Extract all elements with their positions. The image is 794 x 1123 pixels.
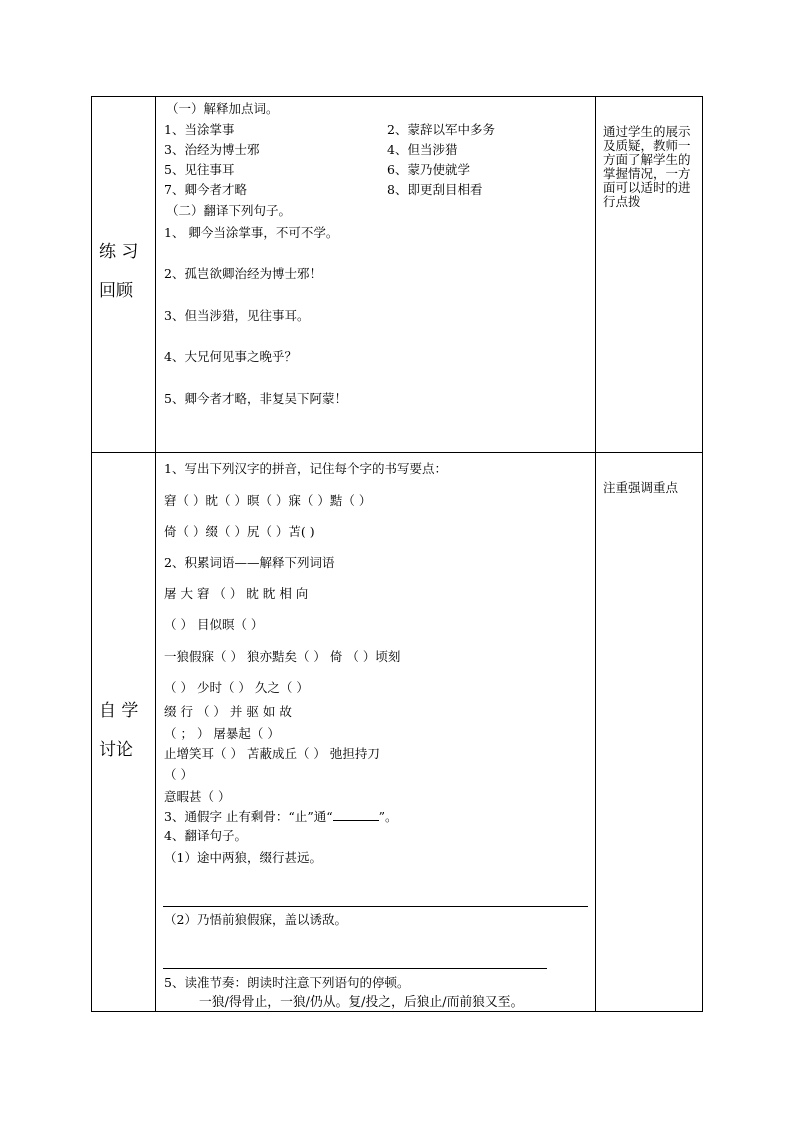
translate-sentence-1: （1）途中两狼，缀行甚远。 (164, 850, 322, 865)
pinyin-row-2: 倚（ ）缀（ ）尻（ ）苫( ) (164, 524, 315, 539)
sentence-1: 1、 卿今当涂掌事，不可不学。 (164, 225, 339, 240)
row-divider (92, 452, 702, 453)
word-item-8: 8、即更刮目相看 (387, 182, 483, 197)
word-item-4: 4、但当涉猎 (387, 142, 458, 157)
word-item-6: 6、蒙乃使就学 (387, 162, 470, 177)
rhythm-sentence: 一狼/得骨止，一狼/仍从。复/投之，后狼止/而前狼又至。 (199, 995, 524, 1010)
vocab-line-4: （ ） 少时（ ） 久之（ ） (164, 680, 309, 695)
row2-teacher-note: 注重强调重点 (603, 480, 679, 495)
vocab-line-2: （ ） 目似暝（ ） (164, 617, 264, 632)
pinyin-row-1: 窘（ ）眈（ ）暝（ ）寐（ ）黠（ ） (164, 493, 372, 508)
vocab-line-9: 意暇甚（ ） (164, 789, 231, 804)
row1-teacher-note: 通过学生的展示及质疑，教师一方面了解学生的掌握情况，一方面可以适时的进行点拨 (603, 124, 691, 209)
vocab-line-8: （ ） (164, 767, 193, 782)
vocab-line-5: 缀 行 （ ） 并 驱 如 故 (164, 704, 292, 719)
sentence-5: 5、卿今者才略，非复吴下阿蒙！ (164, 391, 347, 406)
vocab-line-3: 一狼假寐（ ） 狼亦黠矣（ ） 倚 （ ）顷刻 (164, 649, 401, 664)
task5-heading: 5、读准节奏：朗读时注意下列语句的停顿。 (164, 975, 410, 990)
section2-heading: （二）翻译下列句子。 (166, 203, 292, 218)
answer-line-2[interactable] (163, 968, 547, 969)
sentence-4: 4、大兄何见事之晚乎？ (164, 349, 297, 364)
vocab-line-7: 止增笑耳（ ） 苫蔽成丘（ ） 弛担持刀 (164, 746, 380, 761)
vocab-line-6: （ ； ） 屠暴起（ ） (164, 726, 280, 741)
row2-label-line2: 讨论 (99, 740, 133, 760)
sentence-2: 2、孤岂欲卿治经为博士邪！ (164, 266, 322, 281)
word-item-3: 3、治经为博士邪 (164, 142, 260, 157)
answer-blank[interactable] (333, 809, 379, 821)
word-item-5: 5、见往事耳 (164, 162, 235, 177)
task2-heading: 2、积累词语——解释下列词语 (164, 555, 335, 570)
section1-heading: （一）解释加点词。 (166, 101, 279, 116)
answer-line-1[interactable] (163, 906, 588, 907)
sentence-3: 3、但当涉猎，见往事耳。 (164, 308, 310, 323)
row1-label-line1: 练 习 (99, 242, 139, 262)
vocab-line-1: 屠 大 窘 （ ） 眈 眈 相 向 (164, 586, 309, 601)
task4-heading: 4、翻译句子。 (164, 828, 247, 843)
column-divider-right (595, 97, 596, 1011)
row2-label-line1: 自 学 (99, 701, 139, 721)
task3-text: 3、通假字 止有剩骨：“止”通“ (164, 809, 333, 824)
task3-text-end: ”。 (378, 809, 398, 824)
task3-tongjiazi (164, 809, 398, 824)
lesson-table (91, 96, 703, 1012)
column-divider-left (155, 97, 156, 1011)
word-item-7: 7、卿今者才略 (164, 182, 247, 197)
task1-instruction: 1、写出下列汉字的拼音，记住每个字的书写要点： (164, 461, 447, 476)
word-item-2: 2、蒙辞以军中多务 (387, 122, 495, 137)
translate-sentence-2: （2）乃悟前狼假寐，盖以诱敌。 (164, 912, 347, 927)
word-item-1: 1、当涂掌事 (164, 122, 235, 137)
row1-label-line2: 回顾 (99, 281, 133, 301)
